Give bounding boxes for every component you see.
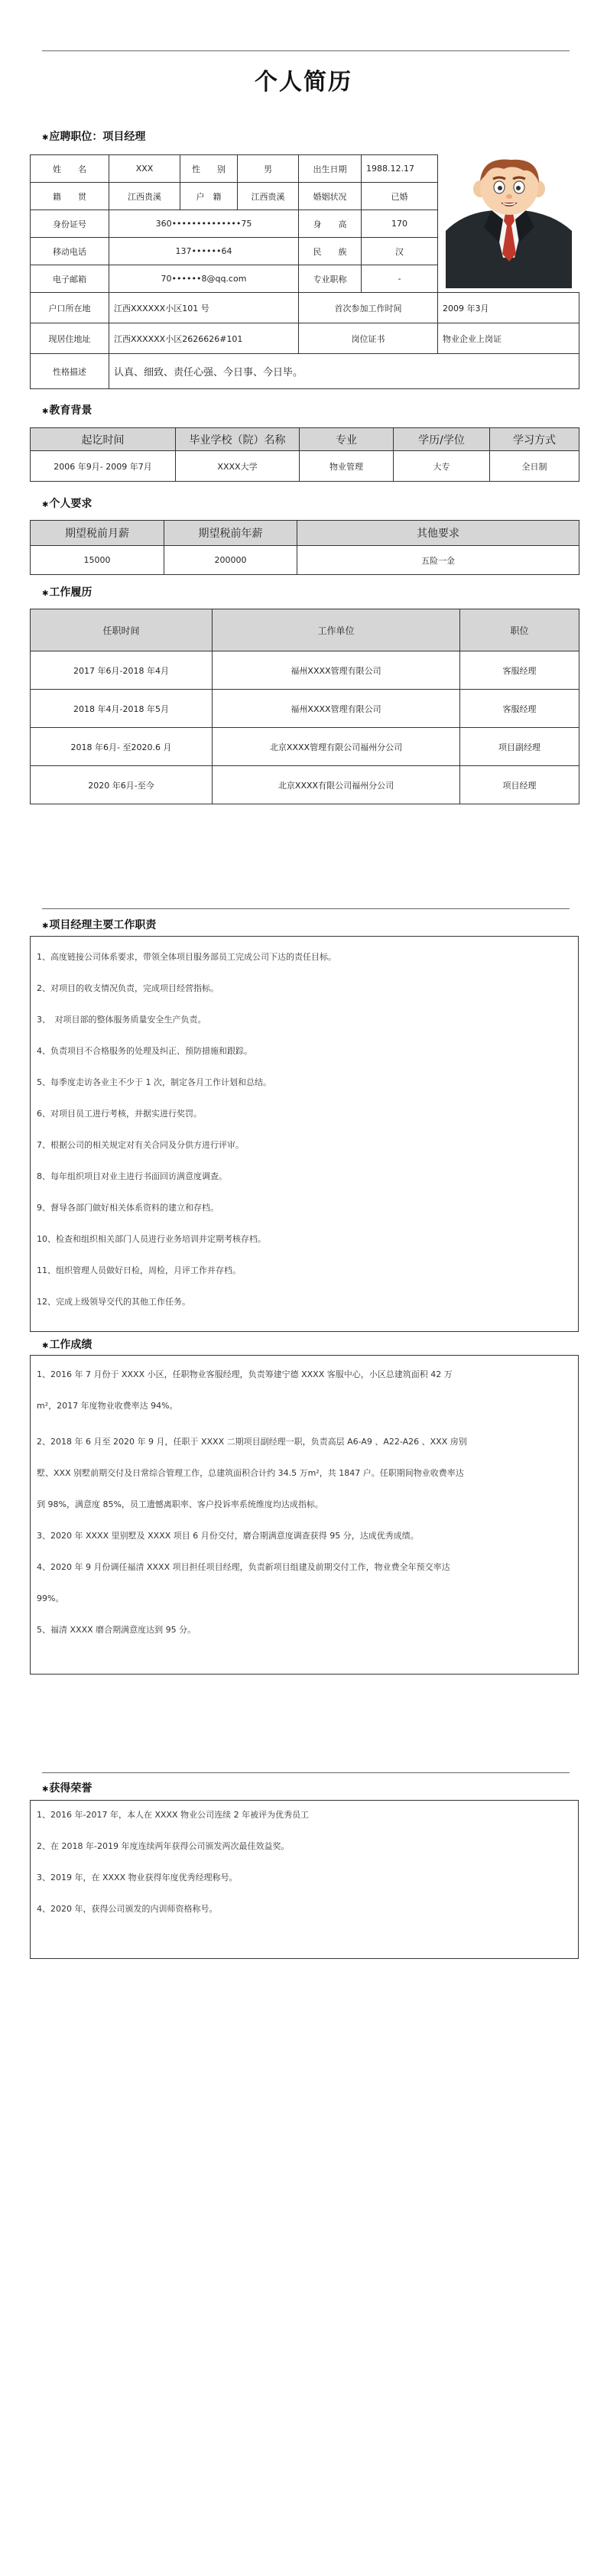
honor-item: 2、在 2018 年-2019 年度连续两年获得公司颁发两次最佳效益奖。 bbox=[37, 1841, 290, 1851]
ethnic-label: 民 族 bbox=[299, 238, 362, 265]
edu-cell: 大专 bbox=[394, 451, 490, 482]
birth-label: 出生日期 bbox=[299, 155, 362, 183]
edu-header: 毕业学校（院）名称 bbox=[176, 428, 300, 451]
history-cell: 福州XXXX管理有限公司 bbox=[213, 651, 460, 690]
achievement-line: 4、2020 年 9 月份调任福清 XXXX 项目担任项目经理，负责新项目组建及前期交付工作，物业费全年预交率达 bbox=[37, 1562, 450, 1572]
education-heading bbox=[42, 402, 92, 417]
honors-heading bbox=[42, 1780, 92, 1795]
req-header: 期望税前月薪 bbox=[31, 521, 164, 546]
photo-cell bbox=[438, 155, 516, 293]
history-cell: 福州XXXX管理有限公司 bbox=[213, 690, 460, 728]
origin-label: 籍 贯 bbox=[31, 183, 109, 210]
hukou-label: 户 籍 bbox=[180, 183, 238, 210]
work-start-label: 首次参加工作时间 bbox=[299, 293, 438, 323]
personality-value: 认真、细致、责任心强、今日事、今日毕。 bbox=[109, 354, 579, 389]
history-title: 工作履历 bbox=[49, 586, 93, 599]
section-rule bbox=[42, 908, 570, 909]
req-cell: 200000 bbox=[164, 546, 297, 575]
hukou-addr-value: 江西XXXXXX小区101 号 bbox=[109, 293, 299, 323]
honors-box bbox=[30, 1800, 579, 1959]
req-header: 其他要求 bbox=[297, 521, 579, 546]
position-heading bbox=[42, 128, 145, 144]
history-cell: 项目经理 bbox=[460, 766, 579, 804]
name-value: XXX bbox=[109, 155, 180, 183]
achievement-line: 墅、XXX 别墅前期交付及日常综合管理工作，总建筑面积合计约 34.5 万m²，共 1847 户。任职期间物业收费率达 bbox=[37, 1468, 464, 1478]
education-title: 教育背景 bbox=[49, 404, 93, 417]
achievements-title: 工作成绩 bbox=[49, 1339, 93, 1351]
history-header: 职位 bbox=[460, 609, 579, 651]
honor-item: 1、2016 年-2017 年，本人在 XXXX 物业公司连续 2 年被评为优秀员工 bbox=[37, 1810, 310, 1820]
history-cell: 2020 年6月-至今 bbox=[31, 766, 213, 804]
id-label: 身份证号 bbox=[31, 210, 109, 238]
cert-label: 岗位证书 bbox=[299, 323, 438, 354]
history-cell: 2018 年4月-2018 年5月 bbox=[31, 690, 213, 728]
honor-item: 4、2020 年，获得公司颁发的内训师资格称号。 bbox=[37, 1904, 218, 1914]
edu-cell: XXXX大学 bbox=[176, 451, 300, 482]
ethnic-value: 汉 bbox=[362, 238, 438, 265]
phone-label: 移动电话 bbox=[31, 238, 109, 265]
honor-item: 3、2019 年，在 XXXX 物业获得年度优秀经理称号。 bbox=[37, 1873, 238, 1882]
history-header: 工作单位 bbox=[213, 609, 460, 651]
history-cell: 北京XXXX管理有限公司福州分公司 bbox=[213, 728, 460, 766]
edu-header: 专业 bbox=[300, 428, 394, 451]
gender-label: 性 别 bbox=[180, 155, 238, 183]
requirements-title: 个人要求 bbox=[49, 498, 93, 510]
bullet-star-icon: ✱ bbox=[42, 501, 49, 509]
cur-addr-value: 江西XXXXXX小区2626626#101 bbox=[109, 323, 299, 354]
prof-title-value: - bbox=[362, 265, 438, 293]
prof-title-label: 专业职称 bbox=[299, 265, 362, 293]
history-cell: 2017 年6月-2018 年4月 bbox=[31, 651, 213, 690]
position-label: 应聘职位： bbox=[49, 131, 103, 143]
duty-item: 9、督导各部门做好相关体系资料的建立和存档。 bbox=[37, 1203, 219, 1213]
email-label: 电子邮箱 bbox=[31, 265, 109, 293]
hukou-addr-label: 户口所在地 bbox=[31, 293, 109, 323]
history-cell: 项目副经理 bbox=[460, 728, 579, 766]
edu-header: 起讫时间 bbox=[31, 428, 176, 451]
achievement-line: 2、2018 年 6 月至 2020 年 9 月，任职于 XXXX 二期项目副经理一职，负责高层 A6-A9 、A22-A26 、XXX 房别 bbox=[37, 1437, 467, 1447]
bullet-star-icon: ✱ bbox=[42, 922, 49, 931]
achievement-line: 3、2020 年 XXXX 里别墅及 XXXX 项目 6 月份交付，磨合期满意度调查获得 95 分，达成优秀成绩。 bbox=[37, 1531, 419, 1541]
requirements-heading bbox=[42, 495, 92, 511]
edu-header: 学习方式 bbox=[490, 428, 579, 451]
duty-item: 7、根据公司的相关规定对有关合同及分供方进行评审。 bbox=[37, 1140, 244, 1150]
history-cell: 客服经理 bbox=[460, 651, 579, 690]
history-cell: 北京XXXX有限公司福州分公司 bbox=[213, 766, 460, 804]
height-label: 身 高 bbox=[299, 210, 362, 238]
achievements-heading bbox=[42, 1337, 92, 1352]
duties-box bbox=[30, 936, 579, 1332]
duty-item: 12、完成上级领导交代的其他工作任务。 bbox=[37, 1297, 190, 1307]
bullet-star-icon: ✱ bbox=[42, 134, 49, 142]
origin-value: 江西贵溪 bbox=[109, 183, 180, 210]
history-header: 任职时间 bbox=[31, 609, 213, 651]
duties-title: 项目经理主要工作职责 bbox=[49, 919, 157, 931]
history-table bbox=[30, 609, 579, 804]
birth-value: 1988.12.17 bbox=[362, 155, 438, 183]
duties-heading bbox=[42, 917, 156, 932]
duty-item: 8、每年组织项目对业主进行书面回访满意度调查。 bbox=[37, 1171, 227, 1181]
marital-value: 已婚 bbox=[362, 183, 438, 210]
cert-value: 物业企业上岗证 bbox=[438, 323, 579, 354]
edu-cell: 物业管理 bbox=[300, 451, 394, 482]
cur-addr-label: 现居住地址 bbox=[31, 323, 109, 354]
avatar-cartoon bbox=[438, 158, 576, 288]
history-cell: 客服经理 bbox=[460, 690, 579, 728]
edu-header: 学历/学位 bbox=[394, 428, 490, 451]
position-value: 项目经理 bbox=[102, 131, 146, 143]
bullet-star-icon: ✱ bbox=[42, 1785, 49, 1794]
personality-label: 性格描述 bbox=[31, 354, 109, 389]
achievement-line: 5、福清 XXXX 磨合期满意度达到 95 分。 bbox=[37, 1625, 196, 1635]
basic-info-table bbox=[30, 154, 579, 389]
work-start-value: 2009 年3月 bbox=[438, 293, 579, 323]
duty-item: 4、负责项目不合格服务的处理及纠正、预防措施和跟踪。 bbox=[37, 1046, 252, 1056]
name-label: 姓 名 bbox=[31, 155, 109, 183]
edu-cell: 2006 年9月- 2009 年7月 bbox=[31, 451, 176, 482]
duty-item: 11、组织管理人员做好日检，周检，月评工作并存档。 bbox=[37, 1265, 241, 1275]
duty-item: 2、对项目的收支情况负责，完成项目经营指标。 bbox=[37, 983, 219, 993]
page-title: 个人简历 bbox=[255, 69, 352, 96]
history-heading bbox=[42, 584, 92, 599]
hukou-value: 江西贵溪 bbox=[238, 183, 299, 210]
top-rule bbox=[42, 50, 570, 51]
achievement-line: 到 98%，满意度 85%，员工遗憾离职率、客户投诉率系统维度均达成指标。 bbox=[37, 1499, 323, 1509]
edu-cell: 全日制 bbox=[490, 451, 579, 482]
achievement-line: 1、2016 年 7 月份于 XXXX 小区，任职物业客服经理，负责筹建宁德 XXXX 客服中心，小区总建筑面积 42 万 bbox=[37, 1369, 453, 1379]
duty-item: 10、检查和组织相关部门人员进行业务培训并定期考核存档。 bbox=[37, 1234, 266, 1244]
section-rule bbox=[42, 1772, 570, 1773]
bullet-star-icon: ✱ bbox=[42, 1342, 49, 1350]
duty-item: 3、 对项目部的整体服务质量安全生产负责。 bbox=[37, 1015, 206, 1025]
req-cell: 15000 bbox=[31, 546, 164, 575]
marital-label: 婚姻状况 bbox=[299, 183, 362, 210]
duty-item: 6、对项目员工进行考核，并据实进行奖罚。 bbox=[37, 1109, 202, 1119]
requirements-table bbox=[30, 520, 579, 575]
achievement-line: 99%。 bbox=[37, 1593, 64, 1603]
req-header: 期望税前年薪 bbox=[164, 521, 297, 546]
duty-item: 5、每季度走访各业主不少于 1 次，制定各月工作计划和总结。 bbox=[37, 1077, 271, 1087]
honors-title: 获得荣誉 bbox=[49, 1782, 93, 1795]
email-value: 70••••••8@qq.com bbox=[109, 265, 299, 293]
achievement-line: m²，2017 年度物业收费率达 94%。 bbox=[37, 1401, 178, 1411]
id-value: 360••••••••••••••75 bbox=[109, 210, 299, 238]
height-value: 170 bbox=[362, 210, 438, 238]
education-table bbox=[30, 427, 579, 482]
achievements-box bbox=[30, 1355, 579, 1675]
req-cell: 五险一金 bbox=[297, 546, 579, 575]
duty-item: 1、高度链接公司体系要求，带领全体项目服务部员工完成公司下达的责任目标。 bbox=[37, 952, 336, 962]
bullet-star-icon: ✱ bbox=[42, 590, 49, 598]
history-cell: 2018 年6月- 至2020.6 月 bbox=[31, 728, 213, 766]
phone-value: 137••••••64 bbox=[109, 238, 299, 265]
gender-value: 男 bbox=[238, 155, 299, 183]
bullet-star-icon: ✱ bbox=[42, 408, 49, 416]
